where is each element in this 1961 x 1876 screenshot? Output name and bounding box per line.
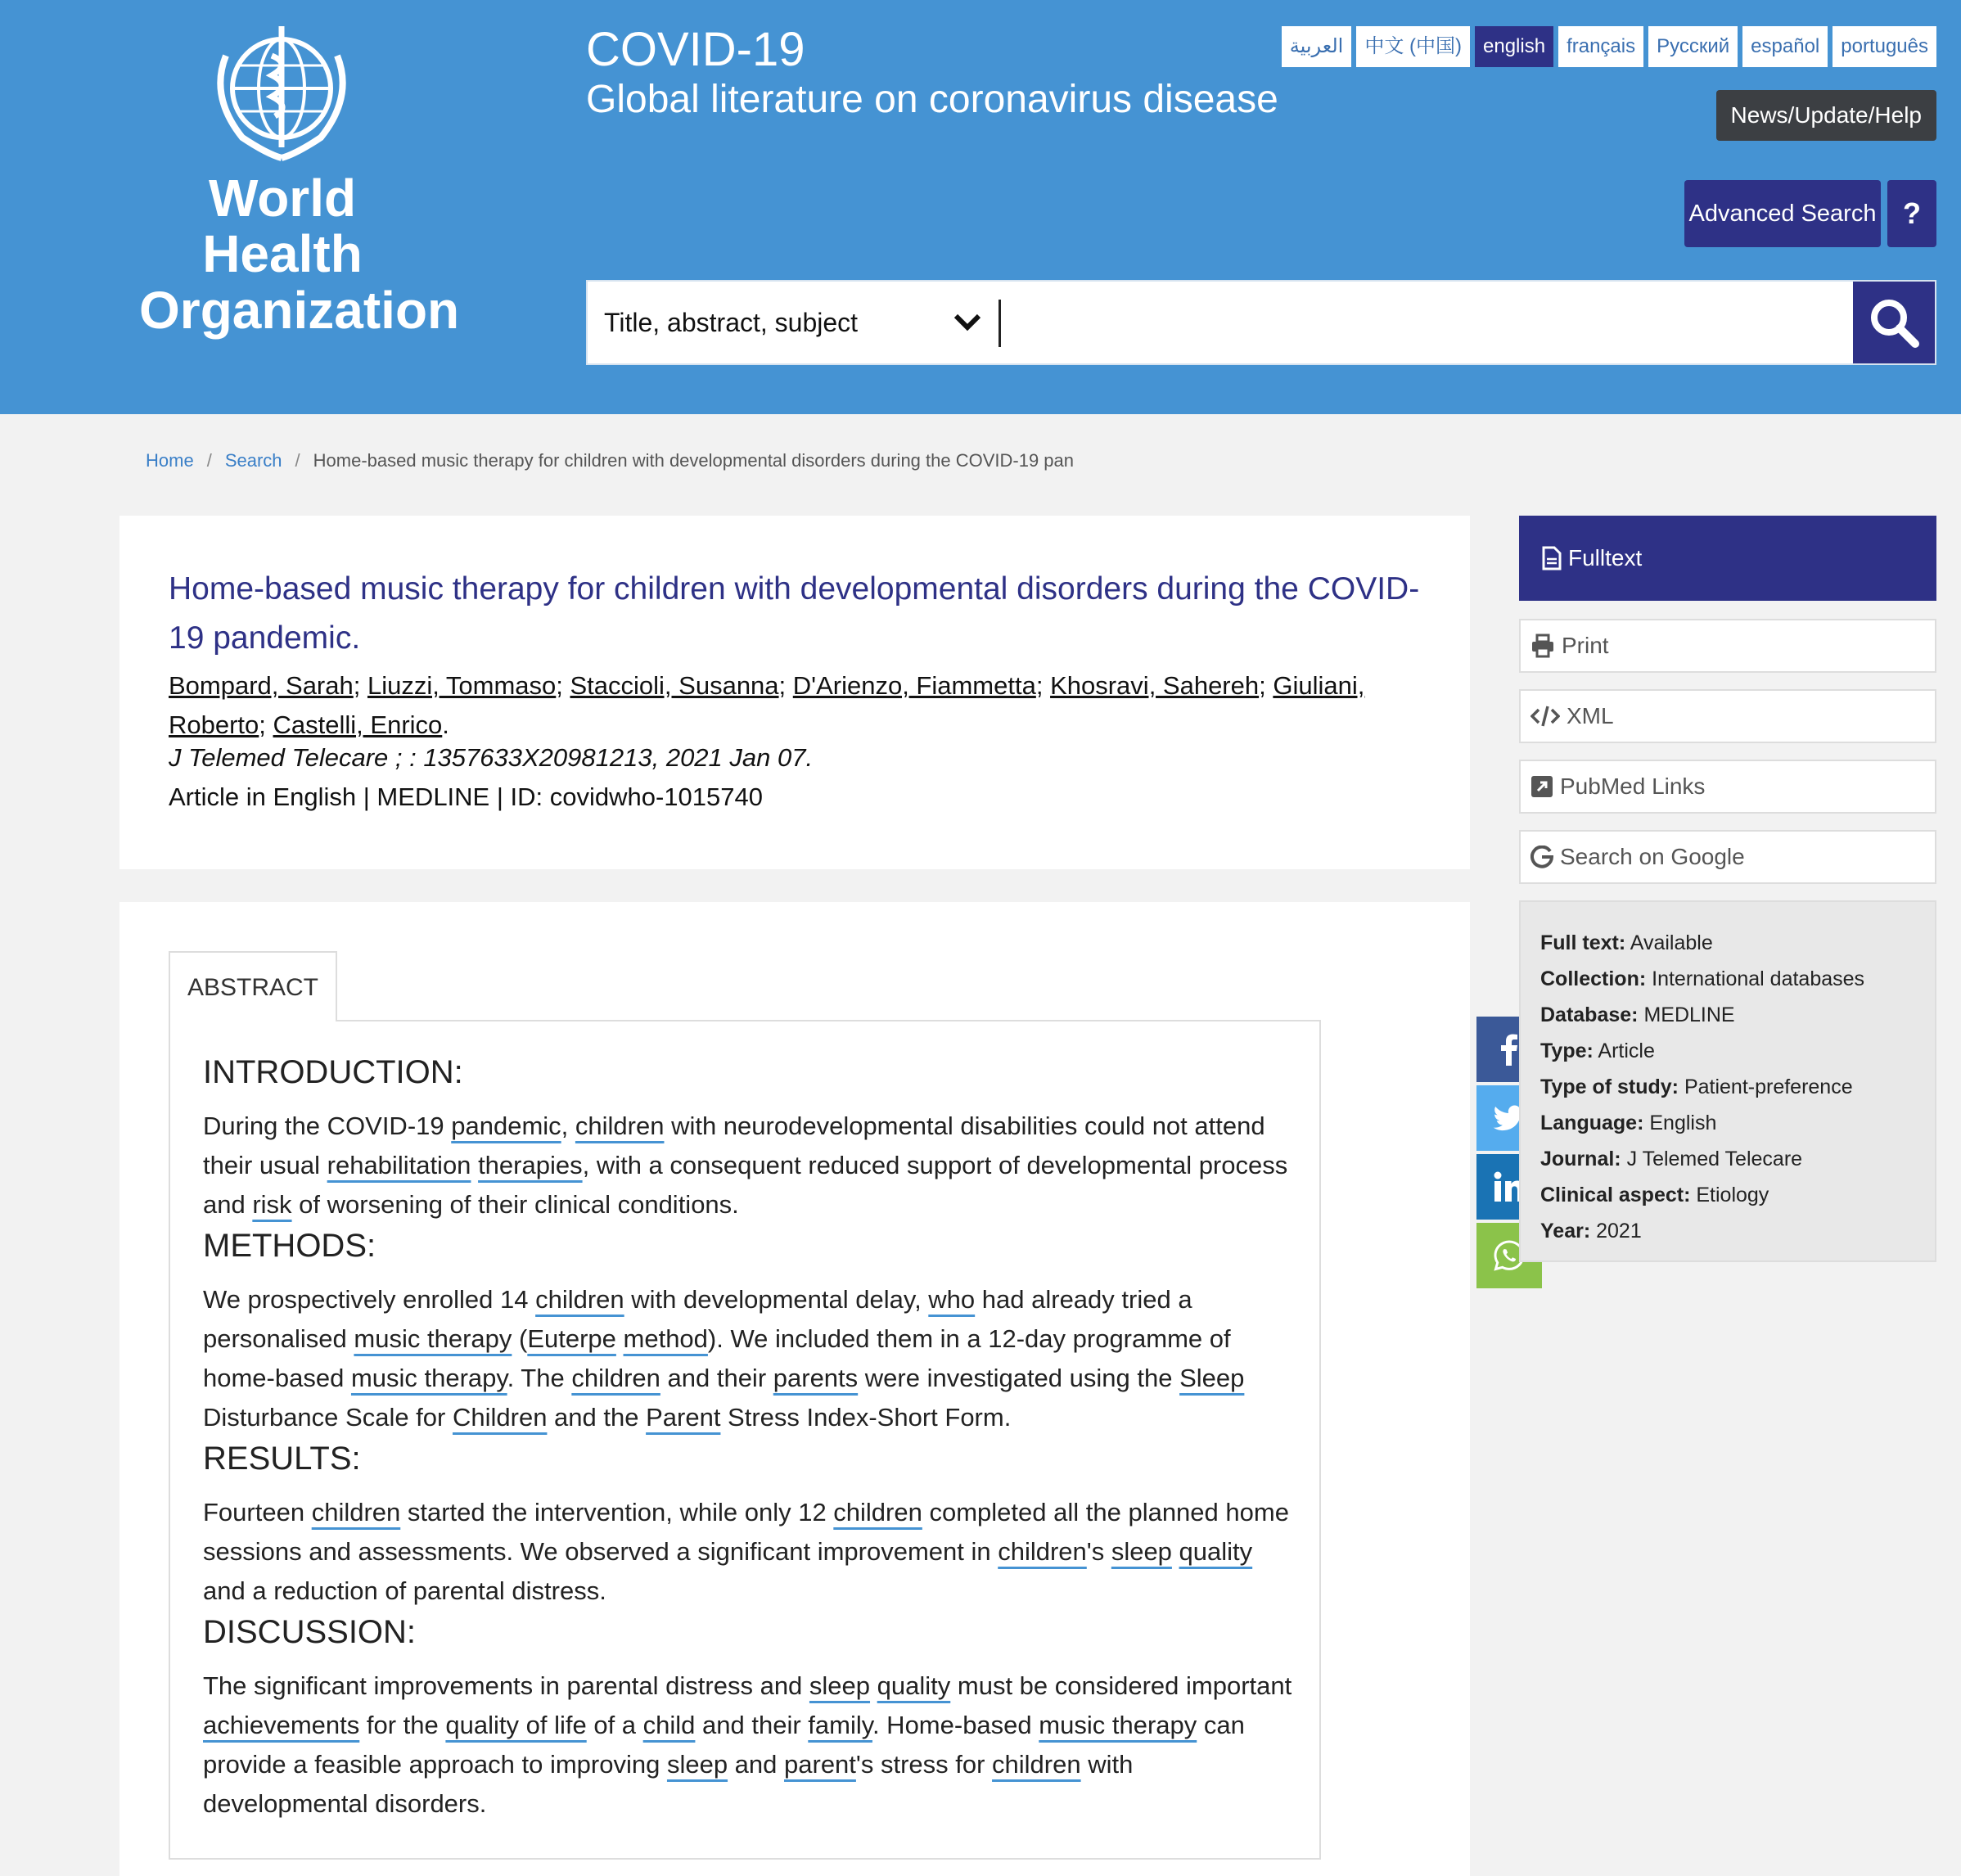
author-list: Bompard, Sarah; Liuzzi, Tommaso; Staccioli, Susanna; D'Arienzo, Fiammetta; Khosravi, Sahereh; Giuliani, Roberto; Castelli, Enrico. bbox=[169, 671, 1365, 739]
keyword-link[interactable]: children bbox=[998, 1537, 1087, 1566]
keyword-link[interactable]: children bbox=[992, 1750, 1081, 1779]
keyword-link[interactable]: parents bbox=[773, 1364, 859, 1392]
keyword-link[interactable]: music therapy bbox=[350, 1364, 507, 1392]
site-header bbox=[0, 0, 1961, 414]
detail-clinical-aspect bbox=[1540, 1177, 1915, 1213]
results-heading: RESULTS: bbox=[203, 1441, 361, 1477]
fulltext-button[interactable] bbox=[1519, 516, 1936, 601]
lang-english[interactable]: english bbox=[1475, 26, 1553, 67]
lang-spanish[interactable]: español bbox=[1742, 26, 1828, 67]
breadcrumb bbox=[146, 450, 1074, 471]
detail-language bbox=[1540, 1105, 1915, 1141]
news-update-help-button[interactable]: News/Update/Help bbox=[1716, 90, 1936, 141]
keyword-link[interactable]: family bbox=[808, 1711, 872, 1739]
detail-value: Article bbox=[1598, 1039, 1655, 1062]
abstract-panel bbox=[169, 1020, 1321, 1860]
detail-type-of-study bbox=[1540, 1069, 1915, 1105]
detail-label: Database: bbox=[1540, 1003, 1639, 1026]
methods-text: We prospectively enrolled 14 children with developmental delay, who had already tried a personalised music therapy (Euterpe method). We included them in a 12-day programme of home-based music therapy. The children and their parents were investigated using the Sleep Disturbance Scale for Children and the Parent Stress Index-Short Form. bbox=[203, 1285, 1245, 1432]
detail-collection bbox=[1540, 961, 1915, 997]
detail-value: 2021 bbox=[1596, 1220, 1642, 1242]
detail-type bbox=[1540, 1033, 1915, 1069]
author-link[interactable]: Khosravi, Sahereh bbox=[1050, 671, 1260, 700]
print-button[interactable] bbox=[1519, 619, 1936, 673]
keyword-link[interactable]: rehabilitation bbox=[327, 1151, 471, 1179]
keyword-link[interactable]: who bbox=[928, 1285, 976, 1314]
article-meta: Article in English | MEDLINE | ID: covidwho-1015740 bbox=[169, 782, 763, 811]
search-on-google-label: Search on Google bbox=[1560, 844, 1745, 869]
journal-citation: J Telemed Telecare ; : 1357633X20981213, 2021 Jan 07. bbox=[169, 743, 814, 772]
detail-label: Clinical aspect: bbox=[1540, 1184, 1691, 1206]
keyword-link[interactable]: music therapy bbox=[354, 1324, 512, 1353]
introduction-heading: INTRODUCTION: bbox=[203, 1054, 463, 1090]
keyword-link[interactable]: children bbox=[575, 1112, 665, 1140]
detail-value: MEDLINE bbox=[1643, 1003, 1735, 1026]
discussion-text: The significant improvements in parental distress and sleep quality must be considered important achievements for the quality of life of a child and their family. Home-based music therapy can provide a feasible approach to improving sleep and parent's stress for children with developmental disorders. bbox=[203, 1671, 1292, 1818]
search-icon bbox=[1868, 296, 1920, 349]
document-details-panel bbox=[1519, 900, 1936, 1262]
discussion-heading: DISCUSSION: bbox=[203, 1614, 417, 1650]
keyword-link[interactable]: parent bbox=[784, 1750, 856, 1779]
breadcrumb-search[interactable]: Search bbox=[224, 450, 282, 471]
keyword-link[interactable]: children bbox=[311, 1498, 401, 1527]
detail-value: International databases bbox=[1652, 967, 1865, 990]
keyword-link[interactable]: sleep bbox=[666, 1750, 728, 1779]
author-link[interactable]: Giuliani, Roberto bbox=[169, 671, 1365, 739]
search-on-google-button[interactable] bbox=[1519, 830, 1936, 884]
author-link[interactable]: Staccioli, Susanna bbox=[570, 671, 779, 700]
keyword-link[interactable]: Euterpe bbox=[527, 1324, 616, 1353]
abstract-card bbox=[119, 902, 1470, 1876]
tab-abstract[interactable]: ABSTRACT bbox=[169, 951, 337, 1021]
keyword-link[interactable]: risk bbox=[252, 1190, 292, 1219]
lang-portuguese[interactable]: português bbox=[1833, 26, 1936, 67]
breadcrumb-current: Home-based music therapy for children with developmental disorders during the COVID-19 pan bbox=[313, 450, 1075, 471]
logo-text bbox=[139, 169, 460, 340]
app-subtitle: Global literature on coronavirus disease bbox=[586, 78, 1278, 121]
detail-value: J Telemed Telecare bbox=[1626, 1148, 1803, 1170]
keyword-link[interactable]: quality bbox=[877, 1671, 951, 1700]
lang-chinese[interactable]: 中文 (中国) bbox=[1356, 26, 1470, 67]
author-link[interactable]: Liuzzi, Tommaso bbox=[367, 671, 557, 700]
xml-button[interactable] bbox=[1519, 689, 1936, 743]
chevron-down-icon[interactable] bbox=[951, 306, 984, 339]
search-button[interactable] bbox=[1853, 282, 1935, 363]
detail-label: Type: bbox=[1540, 1039, 1594, 1062]
keyword-link[interactable]: children bbox=[535, 1285, 624, 1314]
lang-russian[interactable]: Русский bbox=[1648, 26, 1738, 67]
keyword-link[interactable]: therapies bbox=[478, 1151, 583, 1179]
keyword-link[interactable]: children bbox=[833, 1498, 922, 1527]
keyword-link[interactable]: Parent bbox=[646, 1403, 721, 1432]
detail-label: Year: bbox=[1540, 1220, 1591, 1242]
keyword-link[interactable]: children bbox=[571, 1364, 660, 1392]
breadcrumb-home[interactable]: Home bbox=[146, 450, 194, 471]
article-header-card bbox=[119, 516, 1470, 869]
keyword-link[interactable]: child bbox=[642, 1711, 696, 1739]
xml-label: XML bbox=[1567, 703, 1614, 728]
help-button[interactable]: ? bbox=[1887, 180, 1936, 247]
fulltext-label: Fulltext bbox=[1568, 545, 1643, 570]
breadcrumb-separator: / bbox=[206, 450, 212, 471]
keyword-link[interactable]: sleep bbox=[1111, 1537, 1172, 1566]
detail-journal bbox=[1540, 1141, 1915, 1177]
detail-year bbox=[1540, 1213, 1915, 1249]
detail-value: Etiology bbox=[1696, 1184, 1769, 1206]
print-label: Print bbox=[1562, 633, 1609, 658]
detail-value: Available bbox=[1630, 931, 1713, 954]
document-icon bbox=[1542, 546, 1562, 570]
search-bar bbox=[586, 280, 1936, 365]
breadcrumb-separator: / bbox=[295, 450, 300, 471]
pubmed-links-label: PubMed Links bbox=[1560, 773, 1706, 799]
introduction-text: During the COVID-19 pandemic, children with neurodevelopmental disabilities could not attend their usual rehabilitation therapies, with a consequent reduced support of developmental process and risk of worsening of their clinical conditions. bbox=[203, 1112, 1288, 1219]
keyword-link[interactable]: quality of life bbox=[445, 1711, 587, 1739]
detail-label: Type of study: bbox=[1540, 1076, 1679, 1098]
detail-label: Collection: bbox=[1540, 967, 1647, 990]
keyword-link[interactable]: method bbox=[623, 1324, 708, 1353]
printer-icon bbox=[1530, 634, 1555, 658]
keyword-link[interactable]: music therapy bbox=[1039, 1711, 1197, 1739]
detail-full-text bbox=[1540, 925, 1915, 961]
detail-value: Patient-preference bbox=[1684, 1076, 1853, 1098]
keyword-link[interactable]: Children bbox=[452, 1403, 548, 1432]
author-link[interactable]: Castelli, Enrico bbox=[273, 710, 443, 739]
lang-arabic[interactable]: العربية bbox=[1282, 26, 1352, 67]
google-icon bbox=[1530, 846, 1553, 868]
who-emblem-icon bbox=[201, 23, 362, 162]
author-link[interactable]: Bompard, Sarah bbox=[169, 671, 354, 700]
author-link[interactable]: D'Arienzo, Fiammetta bbox=[792, 671, 1036, 700]
detail-database bbox=[1540, 997, 1915, 1033]
keyword-link[interactable]: quality bbox=[1179, 1537, 1253, 1566]
methods-heading: METHODS: bbox=[203, 1228, 376, 1264]
search-input[interactable] bbox=[1007, 286, 1612, 359]
search-field-label: Title, abstract, subject bbox=[604, 307, 859, 337]
app-title: COVID-19 bbox=[586, 23, 805, 76]
lang-french[interactable]: français bbox=[1558, 26, 1643, 67]
logo-line-1: World Health bbox=[202, 169, 363, 284]
advanced-search-button[interactable]: Advanced Search bbox=[1684, 180, 1881, 247]
detail-label: Language: bbox=[1540, 1112, 1644, 1134]
detail-value: English bbox=[1649, 1112, 1717, 1134]
who-logo[interactable] bbox=[139, 23, 460, 340]
detail-label: Full text: bbox=[1540, 931, 1626, 954]
pubmed-links-button[interactable] bbox=[1519, 760, 1936, 814]
article-title: Home-based music therapy for children with developmental disorders during the COVID-19 pandemic. bbox=[169, 571, 1420, 656]
keyword-link[interactable]: Sleep bbox=[1179, 1364, 1245, 1392]
language-switcher bbox=[1282, 26, 1936, 67]
results-text: Fourteen children started the intervention, while only 12 children completed all the planned home sessions and assessments. We observed a significant improvement in children's sleep quality and a reduction of parental distress. bbox=[203, 1498, 1289, 1605]
search-divider bbox=[999, 300, 1001, 347]
keyword-link[interactable]: achievements bbox=[203, 1711, 360, 1739]
keyword-link[interactable]: pandemic bbox=[451, 1112, 561, 1140]
external-link-icon bbox=[1530, 775, 1553, 798]
search-field-select[interactable] bbox=[588, 282, 997, 363]
keyword-link[interactable]: sleep bbox=[809, 1671, 871, 1700]
detail-label: Journal: bbox=[1540, 1148, 1621, 1170]
code-icon bbox=[1530, 705, 1560, 728]
logo-line-2: Organization bbox=[139, 280, 460, 340]
